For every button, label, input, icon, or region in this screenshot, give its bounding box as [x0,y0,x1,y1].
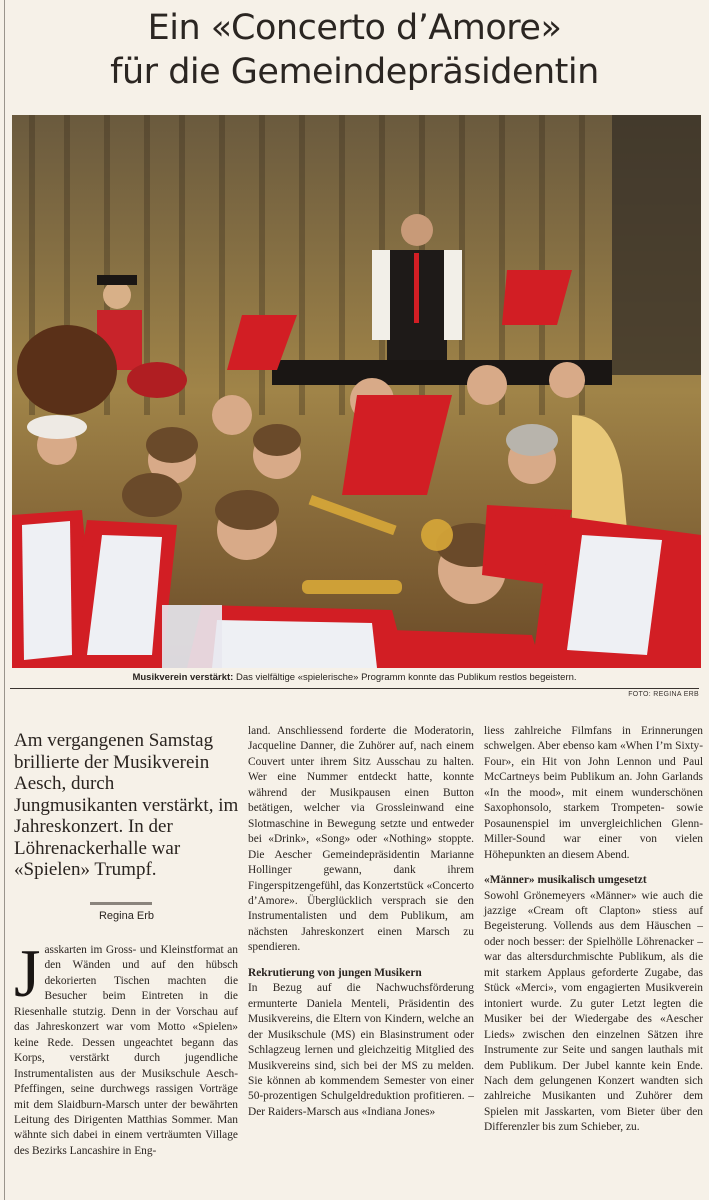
column-2-paragraph-2: In Bezug auf die Nachwuchsförderung ermunterte Daniela Menteli, Präsidentin des Musikvereins, die Eltern von Kindern, welche an der Musikschule (MS) ein Blasinstrument oder Schlagzeug lernen und gleichzeitig Mitglied des Musikvereins sind, sich bei der MS zu melden. Sie können ab kommendem Semester von einer 50-prozentigen Schulgeldreduktion profitieren. – Der Raiders-Marsch aus «Indiana Jones» [248,982,474,1118]
photo-caption [0,670,709,686]
article-headline [0,6,709,94]
page-left-rule [4,0,5,1200]
article-column-2 [248,724,474,1120]
article-lead: Am vergangenen Samstag brillierte der Musikverein Aesch, durch Jungmusikanten verstärkt, im Jahreskonzert. In der Löhrenackerhalle war «Spielen» Trumpf. [14,730,239,880]
byline-divider [90,902,152,905]
subheading-recruitment: Rekrutierung von jungen Musikern [248,966,422,979]
headline-line-2: für die Gemeindepräsidentin [110,52,599,92]
band-illustration [12,115,701,668]
column-2-paragraph-1: land. Anschliessend forderte die Moderatorin, Jacqueline Danner, die Zuhörer auf, nach einem Couvert unter ihrem Sitz Ausschau zu halten. Wer eine Nummer entdeckt hatte, konnte während der Musikpausen einen Button betätigen, welcher via Grossleinwand eine Slotmaschine in Bewegung setzte und entweder bei «Drink», «Song» oder «Nothing» stoppte. Die Aescher Gemeindepräsidentin Marianne Hollinger gewann, dank ihrem Fingerspitzengefühl, das Konzertstück «Concerto d’Amore». Überglücklich versprach sie den Instrumentalisten und dem Publikum, am nächsten Jahreskonzert einen Marsch zu spendieren. [248,725,474,954]
drop-cap: J [14,935,41,1011]
headline-line-1: Ein «Concerto d’Amore» [147,8,562,48]
caption-divider [10,688,699,689]
column-3-paragraph-2: Sowohl Grönemeyers «Männer» wie auch die jazzige «Cream oft Clapton» stiess auf Begeisterung. Vollends aus dem Häuschen – oder noch besser: der Spielhölle Löhrenacker – war das altersdurchmischte Publikum, als die mit starkem Applaus geforderte Zugabe, das Stück «Merci», vom engagierten Musikverein intoniert wurde. Zu guter Letzt legten die Musiker bei der Wiedergabe des «Aescher Lieds» zwischen den einzelnen Sätzen ihre Instrumente zur Seite und sangen lauthals mit dem Publikum. Der Jubel kannte kein Ende. Nach dem gelungenen Konzert wandten sich zahlreiche Musikanten und Zuhörer dem Spielen mit Jasskarten, vom Bieter über den Differenzler bis zum Schieber, zu. [484,889,703,1134]
caption-label: Musikverein verstärkt: [132,672,234,683]
article-column-3 [484,724,703,1136]
column-3-paragraph-1: liess zahlreiche Filmfans in Erinnerungen schwelgen. Aber ebenso kam «When I’m Sixty-Four», ein Hit von John Lennon und Paul McCartneys beim Publikum an. John Garlands «In the mood», mit einem wunderschönen Saxophonsolo, starkem Trompeten- sowie Posaunenspiel im unvergleichlichen Glenn-Miller-Sound war einer von vielen Höhepunkten an diesem Abend. [484,725,703,861]
caption-text: Das vielfältige «spielerische» Programm konnte das Publikum restlos begeistern. [233,672,577,683]
subheading-maenner: «Männer» musikalisch umgesetzt [484,874,647,887]
article-column-1 [14,935,238,1159]
author-byline: Regina Erb [98,910,155,922]
column-1-text: asskarten im Gross- und Kleinstformat an den Wänden und auf den hübsch dekorierten Tischen machten die Besucher beim Eintreten in die Riesenhalle stutzig. Denn in der Vorschau auf das Jahreskonzert war vom Motto «Spielen» keine Rede. Dessen ungeachtet begann das Korps, verstärkt durch jugendliche Instrumentalisten aus der Musikschule Aesch-Pfeffingen, seine durchwegs rassigen Vorträge mit dem Slaidburn-Marsch unter der bewährten Leitung des Dirigenten Matthias Sommer. Man wähnte sich dabei in einem verträumten Village des Bezirks Lancashire in Eng- [14,944,238,1157]
photo-credit: FOTO: REGINA ERB [628,691,699,698]
concert-photo [12,115,701,668]
